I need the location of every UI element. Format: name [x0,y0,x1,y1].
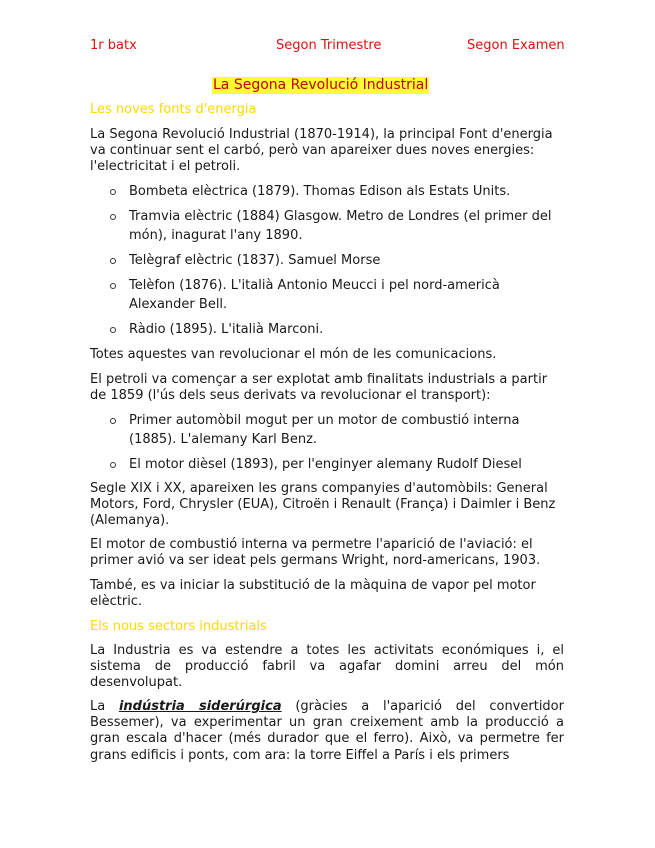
list-item: Tramvia elèctric (1884) Glasgow. Metro de Londres (el primer del món), inagurat l'any 1890. [108,207,568,251]
paragraph-steel-industry: La indústria siderúrgica (gràcies a l'aparició del convertidor Bessemer), va experimentar un gran creixement amb la producció a gran escala d'hacer (més durador que el ferro). Això, va permetre fer grans edificis i ponts, com ara: la torre Eiffel a París i els primers [90,699,564,763]
header-term: Segon Trimestre [276,38,382,53]
header-exam: Segon Examen [467,38,565,53]
list-item: Bombeta elèctrica (1879). Thomas Edison als Estats Units. [108,182,568,207]
section-heading-sectors: Els nous sectors industrials [90,619,267,634]
paragraph-industry: La Industria es va estendre a totes les activitats económiques i, el sistema de producció fabril va agafar domini arreu del món desenvolupat. [90,643,564,691]
document-title: La Segona Revolució Industrial [213,77,429,93]
circle-bullet-icon [110,214,116,220]
paragraph-aviation: El motor de combustió interna va permetre l'aparició de l'aviació: el primer avió va ser ideat pels germans Wright, nord-americans, 1903. [90,537,541,569]
paragraph-petroleum: El petroli va començar a ser explotat amb finalitats industrials a partir de 1859 (l'ús dels seus derivats va revolucionar el transport): [90,372,548,404]
circle-bullet-icon [110,189,116,195]
circle-bullet-icon [110,418,116,424]
header-class: 1r batx [90,38,137,53]
paragraph-intro: La Segona Revolució Industrial (1870-1914), la principal Font d'energia va continuar sent el carbó, però van apareixer dues noves energies: l'electricitat i el petroli. [90,127,553,175]
list-item: Telèfon (1876). L'italià Antonio Meucci i pel nord-americà Alexander Bell. [108,276,568,320]
list-item: El motor dièsel (1893), per l'enginyer alemany Rudolf Diesel [108,455,568,480]
list-item: Telègraf elèctric (1837). Samuel Morse [108,251,568,276]
circle-bullet-icon [110,258,116,264]
paragraph-communications: Totes aquestes van revolucionar el món de les comunicacions. [90,347,497,362]
steel-industry-term: indústria siderúrgica [118,699,282,714]
list-item: Ràdio (1895). L'italià Marconi. [108,320,568,345]
circle-bullet-icon [110,327,116,333]
paragraph-steam-replacement: També, es va iniciar la substitució de la màquina de vapor pel motor elèctric. [90,578,536,610]
circle-bullet-icon [110,283,116,289]
list-item: Primer automòbil mogut per un motor de combustió interna (1885). L'alemany Karl Benz. [108,411,568,455]
section-heading-energy: Les noves fonts d'energia [90,102,257,117]
paragraph-car-companies: Segle XIX i XX, apareixen les grans companyies d'automòbils: General Motors, Ford, Chrysler (EUA), Citroën i Renault (França) i Daimler i Benz (Alemanya). [90,481,556,529]
circle-bullet-icon [110,462,116,468]
energy-inventions-list [108,182,568,345]
combustion-engines-list [108,411,568,480]
